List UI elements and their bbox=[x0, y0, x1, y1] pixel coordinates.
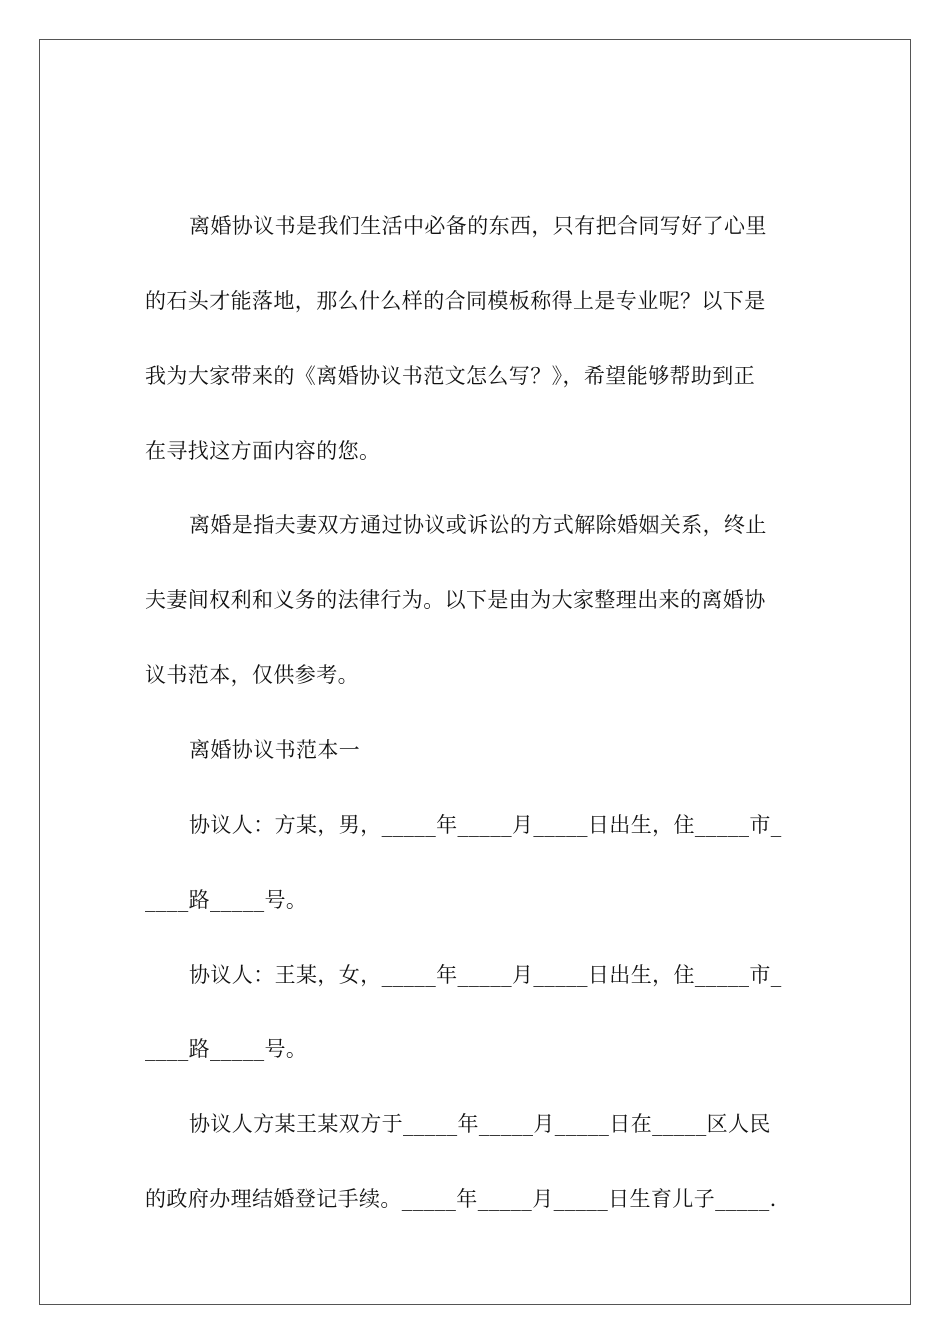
text-line: 离婚协议书是我们生活中必备的东西，只有把合同写好了心里 bbox=[189, 214, 767, 238]
text-line: ____路_____号。 bbox=[145, 1037, 308, 1061]
text-line: 的石头才能落地，那么什么样的合同模板称得上是专业呢？以下是 bbox=[145, 289, 766, 313]
text-line: 夫妻间权利和义务的法律行为。以下是由为大家整理出来的离婚协 bbox=[145, 588, 766, 612]
text-line: 协议人：方某，男，_____年_____月_____日出生，住_____市_ bbox=[189, 813, 782, 837]
text-line: 的政府办理结婚登记手续。_____年_____月_____日生育儿子_____. bbox=[145, 1187, 777, 1211]
text-line: 在寻找这方面内容的您。 bbox=[145, 439, 381, 463]
text-line: 我为大家带来的《离婚协议书范文怎么写？》，希望能够帮助到正 bbox=[145, 364, 756, 388]
text-line: ____路_____号。 bbox=[145, 888, 308, 912]
text-line: 议书范本，仅供参考。 bbox=[145, 663, 359, 687]
text-line: 离婚是指夫妻双方通过协议或诉讼的方式解除婚姻关系，终止 bbox=[189, 513, 767, 537]
text-line: 协议人方某王某双方于_____年_____月_____日在_____区人民 bbox=[189, 1112, 771, 1136]
text-line: 协议人：王某，女，_____年_____月_____日出生，住_____市_ bbox=[189, 963, 782, 987]
section-heading: 离婚协议书范本一 bbox=[189, 738, 361, 762]
